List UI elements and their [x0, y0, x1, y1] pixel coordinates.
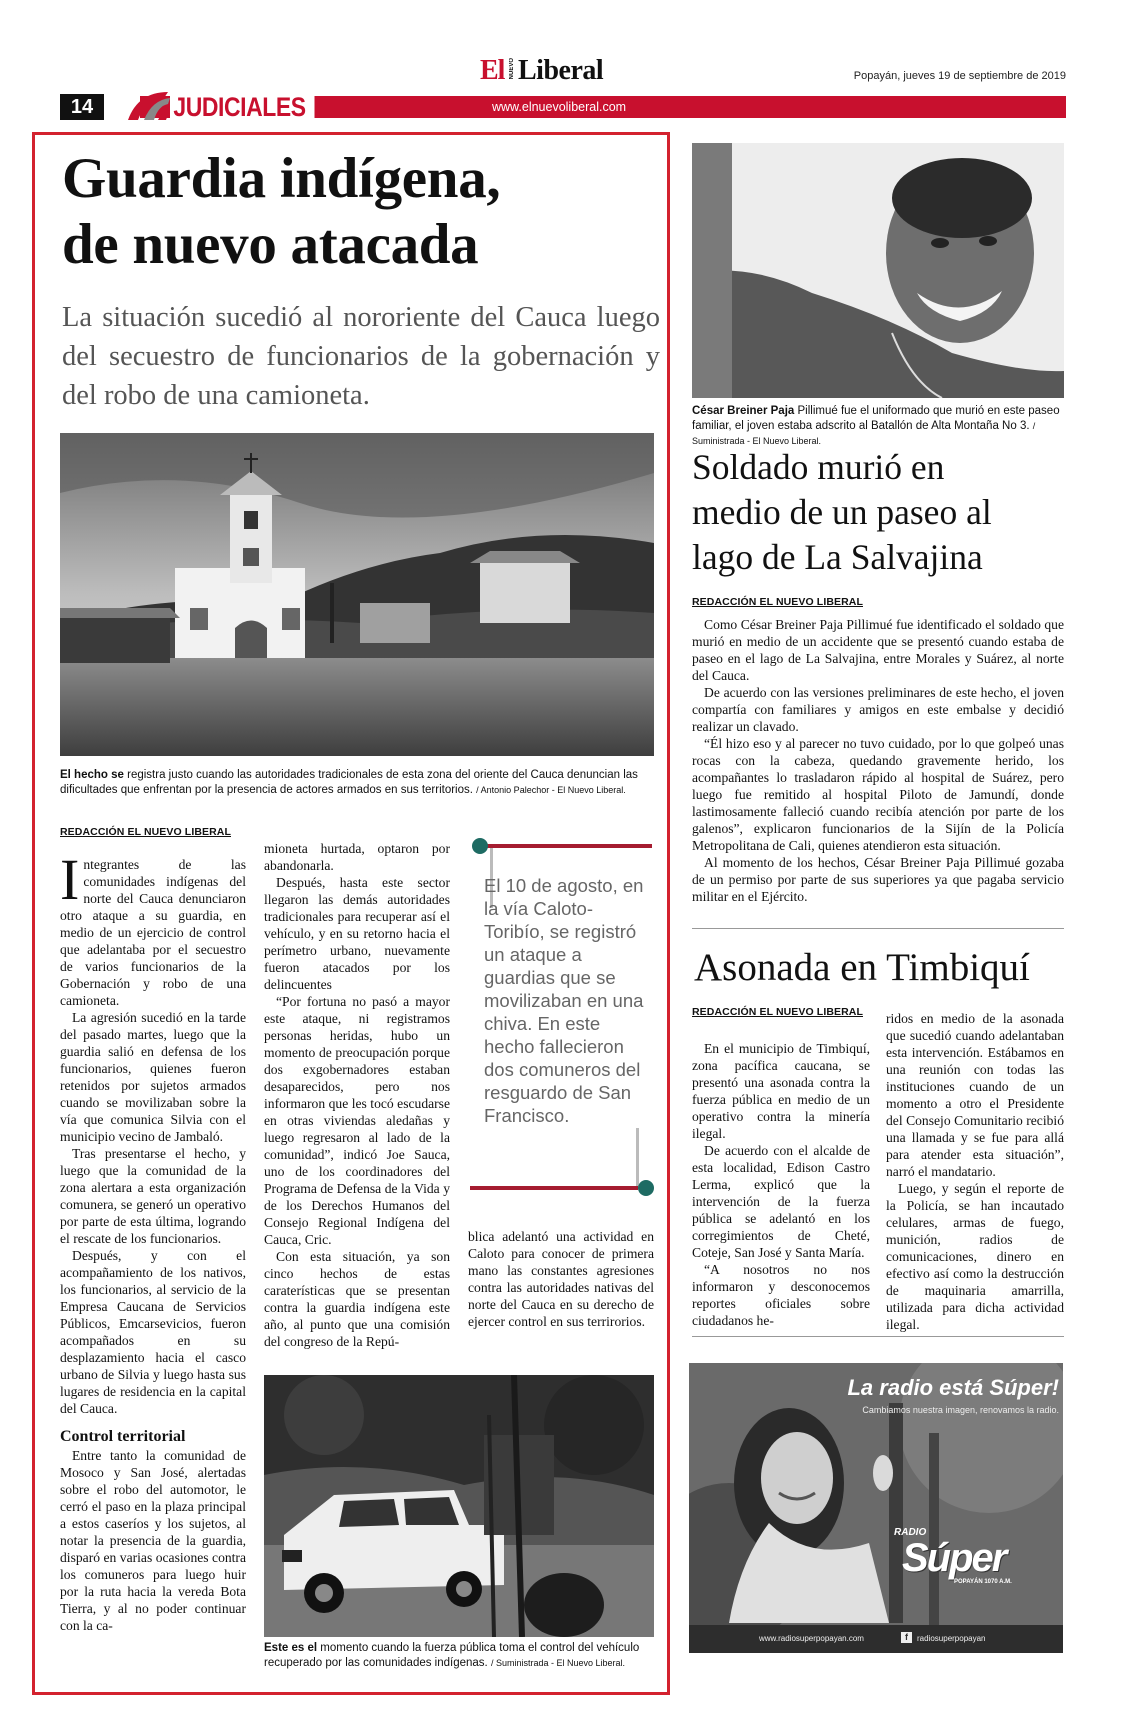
- main-col1-paragraph-3: Tras presentarse el hecho, y luego que la comunidad de la zona alertara a esta organización comunera, se generó un operativo por parte de esta última, logrando el rescate de los funcionarios.: [60, 1146, 246, 1246]
- soldier-paragraph-2: De acuerdo con las versiones preliminares de este hecho, el joven compartía con familiares y amigos en este embalse y decidió realizar un clavado.: [692, 685, 1064, 734]
- ad-tagline: Cambiamos nuestra imagen, renovamos la radio.: [862, 1405, 1059, 1415]
- church-caption-text: registra justo cuando las autoridades tradicionales de esta zona del oriente del Cauca denuncian las dificultades que enfrentan por la presencia de actores armados en sus territorios.: [60, 769, 638, 796]
- drop-cap: I: [60, 847, 80, 912]
- soldier-photo-caption: [692, 404, 1064, 449]
- pullquote-text: El 10 de agosto, en la vía Caloto-Toribío, se registró un ataque a guardias que se movilizaban en una chiva. En este hecho fallecieron dos comuneros del resguardo de San Francisco.: [484, 875, 644, 1126]
- soldier-caption-text: Pillimué fue el uniformado que murió en este paseo familiar, el joven estaba adscrito al Batallón de Alta Montaña No 3.: [692, 405, 1060, 432]
- pullquote-top-rule: [484, 844, 652, 848]
- soldier-paragraph-4: Al momento de los hechos, César Breiner Paja Pillimué gozaba de un permiso por parte de sus superiores ya que pagaba servicio militar en el Ejército.: [692, 855, 1064, 904]
- truck-caption-credit: / Suministrada - El Nuevo Liberal.: [490, 1658, 626, 1668]
- riot-byline: REDACCIÓN EL NUEVO LIBERAL: [692, 1006, 863, 1018]
- soldier-paragraph-3: “Él hizo eso y al parecer no tuvo cuidado, por lo que golpeó unas rocas con la cabeza, quedando gravemente herido, los acompañantes lo trasladaron rápido al hospital de Suárez, pero luego fue remitido al hospital Piloto de Jamundí, donde lastimosamente falleció cuando recibía atención por parte de los galenos”, explicaron funcionarios de la Sijín de la Policía Metropolitana de Cali, quienes atendieron esta situación.: [692, 736, 1064, 853]
- truck-photo: [264, 1375, 654, 1637]
- main-headline: [62, 146, 662, 278]
- truck-photo-caption: [264, 1641, 654, 1671]
- ad-facebook[interactable]: radiosuperpopayan: [917, 1634, 986, 1643]
- main-col2-paragraph-4: Con esta situación, ya son cinco hechos de estas caraterísticas que se presentan contra la guardia indígena este año, al punto que una comisión del congreso de la Repú-: [264, 1249, 450, 1349]
- radio-super-logo: [894, 1503, 1054, 1593]
- riot-column-2: [886, 1010, 1064, 1333]
- page-number: 14: [60, 94, 104, 120]
- main-headline-line1: Guardia indígena,: [62, 147, 501, 210]
- masthead: [60, 56, 1066, 126]
- divider-1: [692, 928, 1064, 929]
- main-col1-paragraph-4: Después, y con el acompañamiento de los nativos, los funcionarios, al servicio de la Empresa Caucana de Servicios Públicos, Emcarsevicios, fueron acompañados en su desplazamiento hacia el casco urbano de Silvia y luego hasta sus lugares de residencia en la capital del Cauca.: [60, 1248, 246, 1416]
- soldier-paragraph-1: Como César Breiner Paja Pillimué fue identificado el soldado que murió en medio de un accidente que se presentó cuando estaba de paseo en el lago de La Salvajina, entre Morales y Suárez, al norte del Cauca.: [692, 617, 1064, 683]
- logo-liberal: Liberal: [518, 55, 604, 86]
- main-byline: REDACCIÓN EL NUEVO LIBERAL: [60, 826, 231, 838]
- riot-c1-paragraph-3: “A nosotros no nos informaron y desconocemos reportes oficiales sobre ciudadanos he-: [692, 1262, 870, 1328]
- main-col3-paragraph-1: blica adelantó una actividad en Caloto para conocer de primera mano las constantes agresiones contra las autoridades nativas del norte del Cauca en su derecho de ejercer control en sus terrirorios.: [468, 1229, 654, 1329]
- main-col2-paragraph-3: “Por fortuna no pasó a mayor este ataque, ni registramos personas heridas, hubo un momento de preocupación porque dos exgobernadores estaban desaparecidos, pero nos informaron que les tocó escudarse en otras viviendas aledañas y luego regresaron al lado de la comunidad”, indicó Joe Sauca, uno de los coordinadores del Programa de Defensa de la Vida y de los Derechos Humanos del Consejo Regional Indígena del Cauca, Cric.: [264, 994, 450, 1247]
- main-column-3: [468, 1228, 654, 1330]
- website-url[interactable]: www.elnuevoliberal.com: [492, 100, 627, 114]
- ad-logo-big: Súper: [902, 1536, 1006, 1580]
- ad-footer-bar: [689, 1625, 1063, 1653]
- dateline: Popayán, jueves 19 de septiembre de 2019: [853, 70, 1066, 82]
- main-column-1: [60, 847, 246, 1634]
- church-caption-lead: El hecho se: [60, 769, 124, 781]
- divider-2: [692, 1336, 1064, 1337]
- soldier-headline: Soldado murió en medio de un paseo al lago de La Salvajina: [692, 447, 992, 577]
- radio-ad[interactable]: [689, 1363, 1063, 1653]
- main-col2-paragraph-1: mioneta hurtada, optaron por abandonarla.: [264, 841, 450, 873]
- logo-nuevo: NUEVO: [509, 58, 515, 80]
- pullquote-bottom-dot: [638, 1180, 654, 1196]
- main-deck: La situación sucedió al nororiente del Cauca luego del secuestro de funcionarios de la gobernación y del robo de una camioneta.: [62, 302, 660, 411]
- church-caption-credit: / Antonio Palechor - El Nuevo Liberal.: [476, 785, 626, 795]
- riot-c1-paragraph-2: De acuerdo con el alcalde de esta localidad, Edison Castro Lerma, explicó que la intervención de la fuerza pública se adelantó en los corregimientos de Cheté, Coteje, San José y Santa María.: [692, 1143, 870, 1260]
- pullquote-top-dot: [472, 838, 488, 854]
- riot-headline: Asonada en Timbiquí: [694, 946, 1030, 989]
- church-photo-caption: [60, 768, 654, 798]
- truck-caption-text: momento cuando la fuerza pública toma el control del vehículo recuperado por las comunidades indígenas.: [264, 1642, 640, 1669]
- church-photo: [60, 433, 654, 756]
- main-col1-paragraph-5: Entre tanto la comunidad de Mosoco y San José, alertadas sobre el robo del automotor, le cerró el paso en la plaza principal a estos caseríos y los sujetos, al notar la presencia de la guardia, disparó en varias ocasiones contra los comuneros para luego huir por la ruta hacia la vereda Bota Tierra, y al no poder continuar con la ca-: [60, 1448, 246, 1633]
- main-column-2: [264, 840, 450, 1350]
- main-subhead: Control territorial: [60, 1428, 186, 1445]
- main-col1-paragraph-2: La agresión sucedió en la tarde del pasado martes, luego que la guardia salió en defensa de los funcionarios, quienes fueron retenidos por sujetos armados cuando se movilizaban sobre la vía que comunica Silvia con el municipio vecino de Jambaló.: [60, 1010, 246, 1144]
- pullquote-right-rule: [636, 1128, 639, 1188]
- logo-el: El: [480, 55, 505, 86]
- riot-column-1: [692, 1040, 870, 1329]
- main-col2-paragraph-2: Después, hasta este sector llegaron las demás autoridades tradicionales para recuperar así el vehículo, y en su retorno hacia el perímetro urbano, nuevamente fueron atacados por los delincuentes: [264, 875, 450, 992]
- soldier-caption-lead: César Breiner Paja: [692, 405, 795, 417]
- soldier-byline: REDACCIÓN EL NUEVO LIBERAL: [692, 596, 863, 608]
- main-headline-line2: de nuevo atacada: [62, 213, 479, 276]
- riot-c2-paragraph-2: Luego, y según el reporte de la Policía, se han incautado celulares, armas de fuego, munición, radios de comunicaciones, dinero en efectivo así como la destrucción de maquinaria amarrilla, utilizada para dicha actividad ilegal.: [886, 1181, 1064, 1332]
- soldier-photo: [692, 143, 1064, 398]
- pullquote-bottom-rule: [470, 1186, 638, 1190]
- truck-caption-lead: Este es el: [264, 1642, 318, 1654]
- riot-c1-paragraph-1: En el municipio de Timbiquí, zona pacífica caucana, se presentó una asonada contra la fuerza pública en medio de un operativo contra la minería ilegal.: [692, 1041, 870, 1141]
- facebook-icon: f: [901, 1632, 912, 1643]
- ad-logo-small: RADIO: [894, 1527, 927, 1538]
- newspaper-logo[interactable]: [480, 56, 650, 90]
- ad-slogan: La radio está Súper!: [847, 1375, 1059, 1400]
- pullquote-box: [468, 838, 654, 1198]
- section-name: JUDICIALES: [170, 90, 314, 124]
- riot-c2-paragraph-1: ridos en medio de la asonada que sucedió cuando adelantaban esta intervención. Estábamos en una reunión con todas las instituciones cuando de un momento a otro el Presidente del Consejo Comunitario recibió una llamada y se fue para allá para atender esta situación”, narró el mandatario.: [886, 1011, 1064, 1179]
- ad-website[interactable]: www.radiosuperpopayan.com: [759, 1634, 864, 1643]
- ad-logo-freq: POPAYÁN 1070 A.M.: [954, 1579, 1012, 1585]
- main-col1-paragraph-1: Integrantes de las comunidades indígenas del norte del Cauca denunciaron otro ataque a su guardia, en medio de un ejercicio de control que adelantaba por el secuestro de varios funcionarios de la Gobernación y robo de una camioneta.: [60, 847, 246, 1008]
- soldier-caption-credit: / Suministrada - El Nuevo Liberal.: [692, 421, 1036, 446]
- soldier-body: [692, 616, 1064, 905]
